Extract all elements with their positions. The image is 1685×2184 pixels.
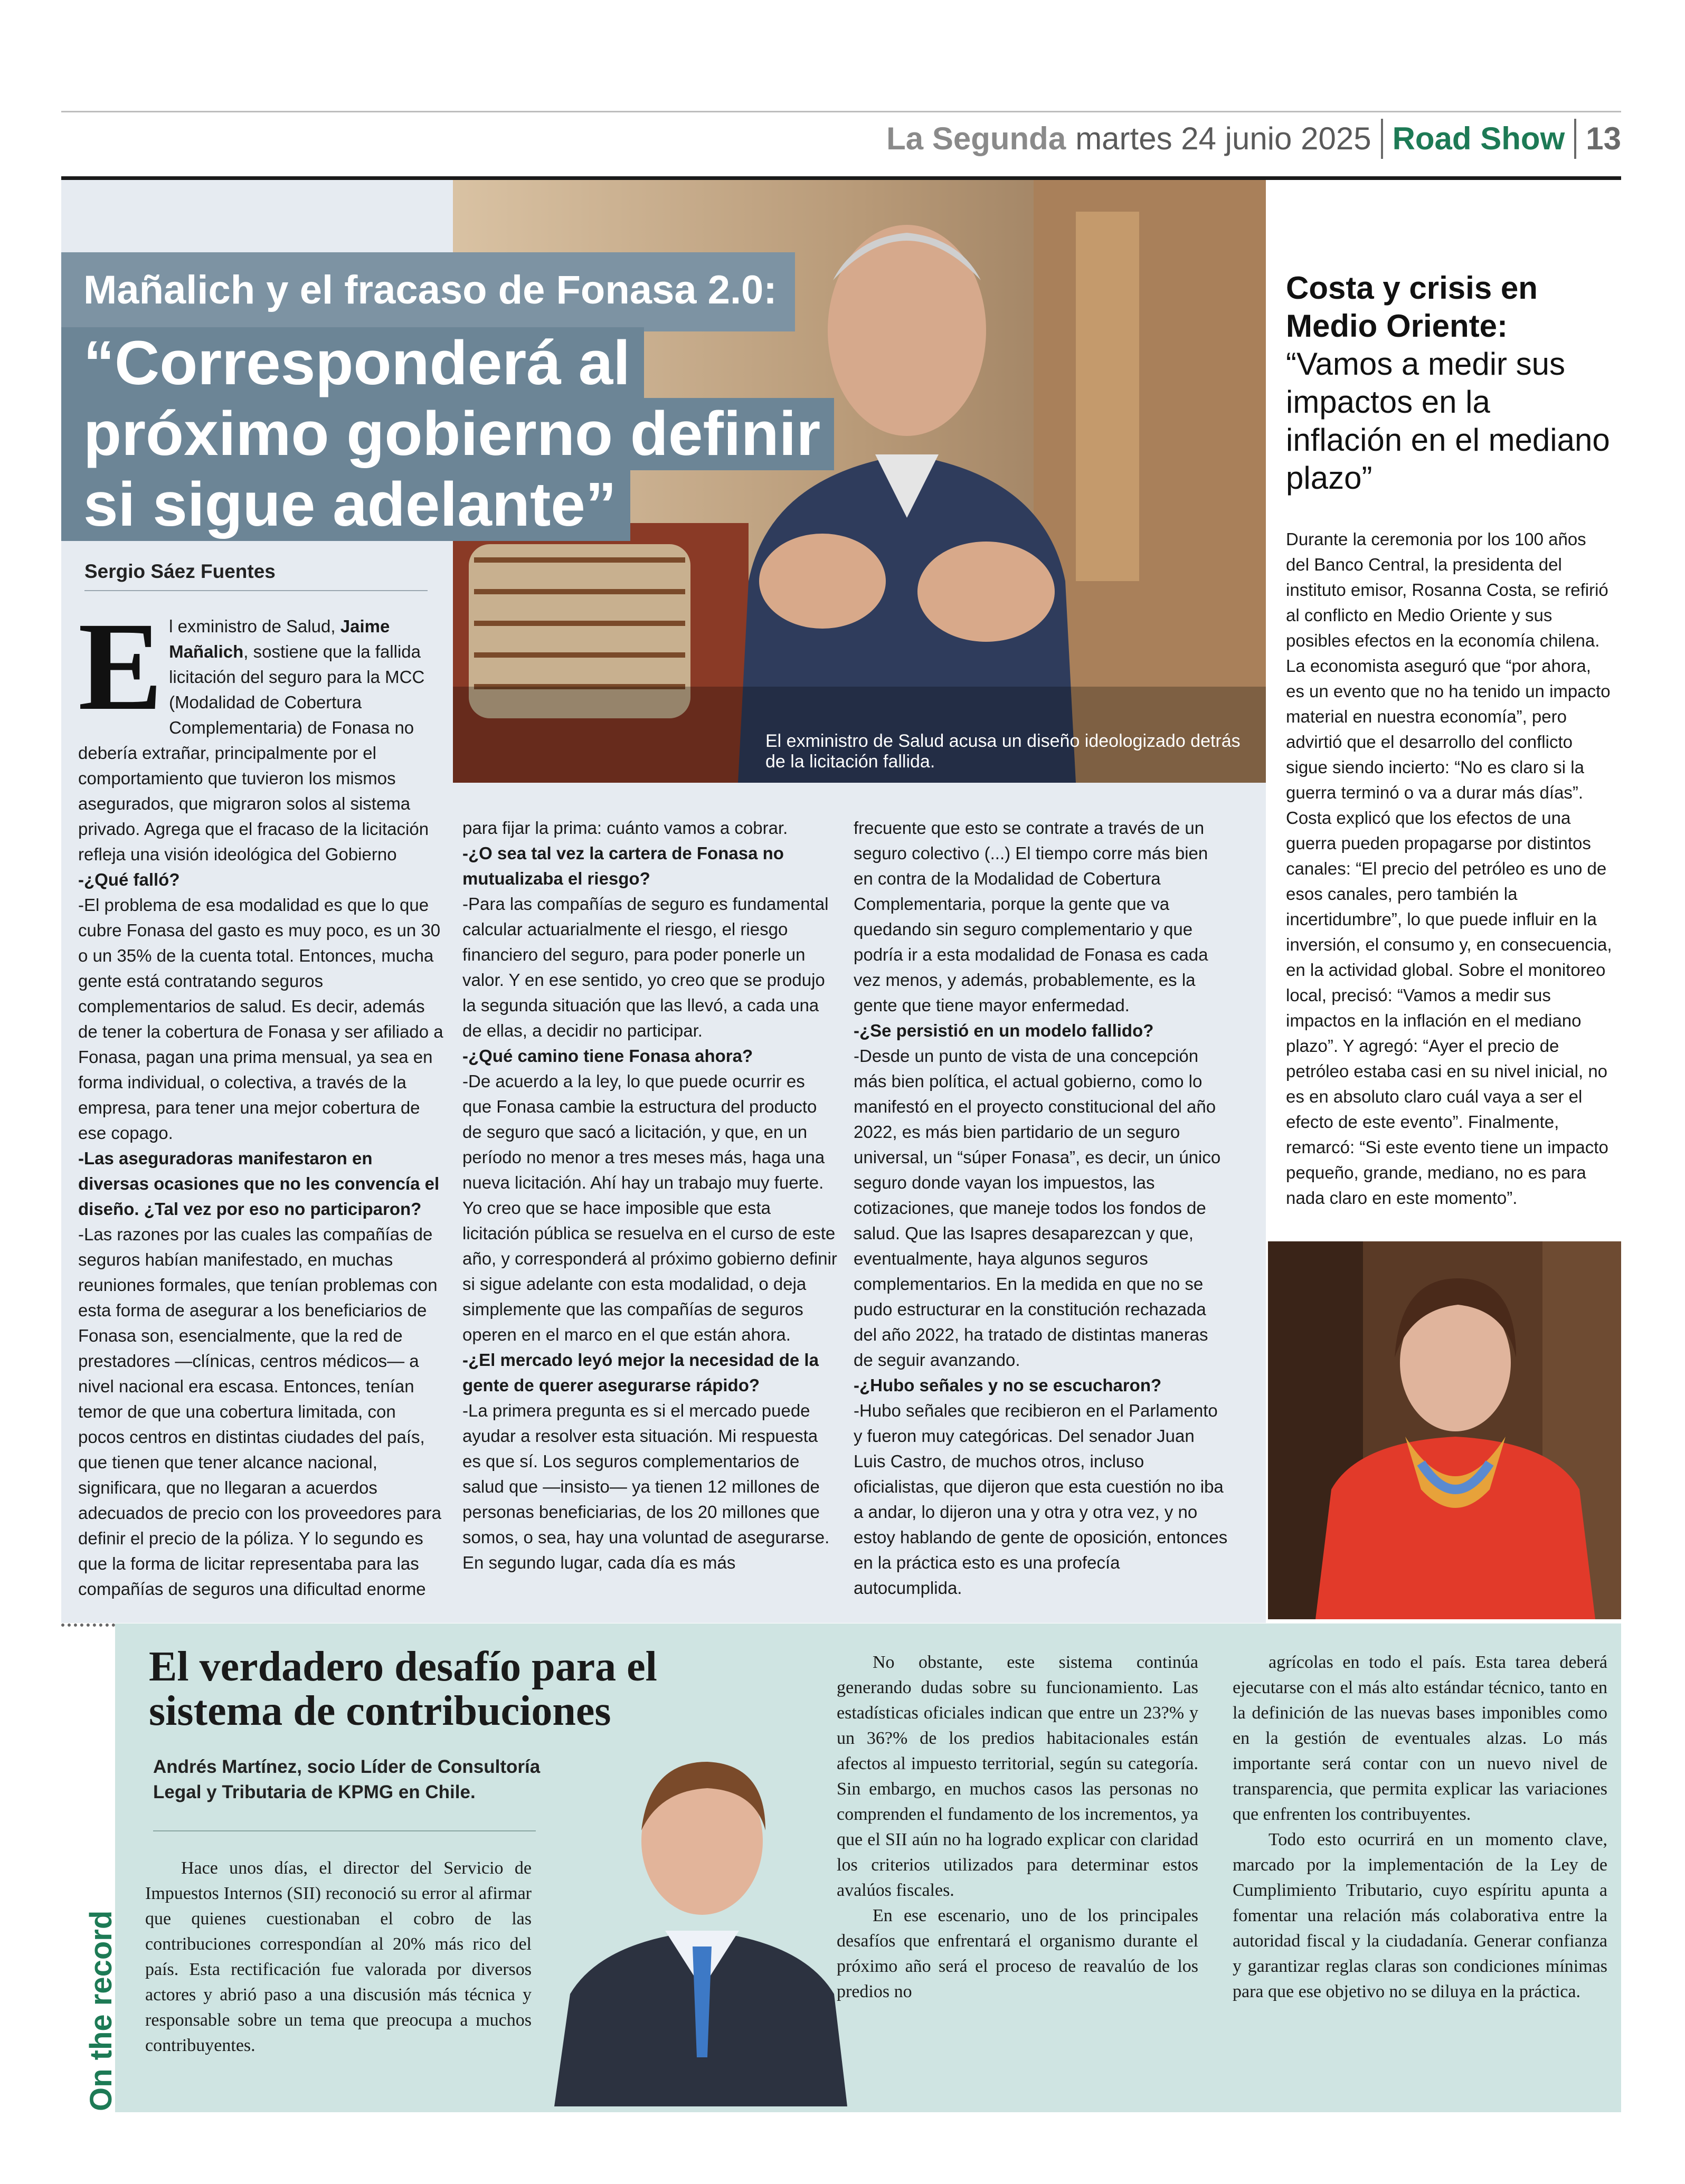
interview-question: -¿Qué camino tiene Fonasa ahora? <box>462 1046 753 1066</box>
interview-answer: -Hubo señales que recibieron en el Parlamento y fueron muy categóricas. Del senador Juan Luis Castro, de muchos otros, incluso oficialistas, que dijeron que esta cuestión no iba a andar, lo dijeron una y otra y otra vez, y no estoy hablando de gente de oposición, entonces en la práctica esto es una profecía autocumplida. <box>854 1401 1228 1598</box>
column-3-body <box>854 815 1228 1601</box>
author-rule <box>153 1830 536 1831</box>
column-2-body <box>462 815 837 1575</box>
byline-rule <box>84 590 428 591</box>
interview-answer: -Para las compañías de seguro es fundamental calcular actuarialmente el riesgo, el riesgo financiero del seguro, para poder ponerle un valor. Y en ese sentido, yo creo que se produjo la segunda situación que las llevó, a cada una de ellas, a decidir no participar. <box>462 894 829 1040</box>
interview-question: -¿Hubo señales y no se escucharon? <box>854 1375 1162 1395</box>
opinion-column-1 <box>145 1856 532 2058</box>
header-divider <box>1381 119 1383 159</box>
interview-answer: frecuente que esto se contrate a través de un seguro colectivo (...) El tiempo corre más bien en contra de la Modalidad de Cobertura Complementaria, porque la gente que va quedando sin seguro complementario y que podría ir a esta modalidad de Fonasa es cada vez menos, y además, probablemente, es la gente que tiene mayor enfermedad. <box>854 818 1208 1015</box>
interview-question: -¿El mercado leyó mejor la necesidad de la gente de querer asegurarse rápido? <box>462 1350 819 1395</box>
page-number: 13 <box>1586 121 1621 156</box>
dropcap: E <box>78 596 163 736</box>
newspaper-name: La Segunda <box>886 121 1066 156</box>
side-article-title <box>1286 269 1613 497</box>
interview-question: -Las aseguradoras manifestaron en diversas ocasiones que no les convencía el diseño. ¿Tal vez por eso no participaron? <box>78 1148 440 1219</box>
opinion-paragraph: agrícolas en todo el país. Esta tarea deberá ejecutarse con el más alto estándar técnico, tanto en la definición de las nuevas bases imponibles como en la gestión de eventuales alzas. Lo más importante será contar con un nuevo nivel de transparencia, que permita explicar las variaciones que enfrenten los contribuyentes. <box>1233 1653 1607 1824</box>
top-rule <box>61 111 1621 112</box>
header-rule <box>61 176 1621 180</box>
section-label-on-the-record: On the record <box>84 1910 118 2111</box>
issue-date: martes 24 junio 2025 <box>1075 121 1371 156</box>
headline-line: “Corresponderá al <box>61 327 644 400</box>
article-column-1 <box>78 596 445 1602</box>
article-byline: Sergio Sáez Fuentes <box>84 561 276 582</box>
interview-answer: -Las razones por las cuales las compañías de seguros habían manifestado, en muchas reuniones formales, que tenían problemas con esta forma de asegurar a los beneficiarios de Fonasa son, esencialmente, que la red de prestadores —clínicas, centros médicos— a nivel nacional era escasa. Entonces, tenían temor de que una cobertura limitada, con pocos centros en distintas ciudades del país, que tienen que tener alcance nacional, significara, que no llegaran a acuerdos adecuados de precio con los proveedores para definir el precio de la póliza. Y lo segundo es que la forma de licitar representaba para las compañías de seguros una dificultad enorme <box>78 1224 441 1599</box>
section-name: Road Show <box>1392 121 1565 156</box>
interview-answer: -De acuerdo a la ley, lo que puede ocurrir es que Fonasa cambie la estructura del producto de seguro que sacó a licitación, y que, en un período no menor a tres meses más, haga una nueva licitación. Ahí hay un trabajo muy fuerte. Yo creo que se hace imposible que esta licitación pública se resuelva en el curso de este año, y corresponderá al próximo gobierno definir si sigue adelante con esta modalidad, o deja simplemente que las compañías de seguros operen en el marco en el que están ahora. <box>462 1071 837 1344</box>
interview-answer: para fijar la prima: cuánto vamos a cobrar. <box>462 818 788 838</box>
headline-line: próximo gobierno definir <box>61 398 834 470</box>
headline-line: si sigue adelante” <box>61 469 630 541</box>
article-column-3 <box>854 815 1228 1601</box>
photo-caption: El exministro de Salud acusa un diseño ideologizado detrás de la licitación fallida. <box>765 731 1241 772</box>
costa-photo <box>1268 1241 1621 1619</box>
interview-question: -¿O sea tal vez la cartera de Fonasa no mutualizaba el riesgo? <box>462 843 784 888</box>
interview-question: -¿Qué falló? <box>78 870 180 889</box>
opinion-column-3 <box>1233 1650 1607 2005</box>
interview-question: -¿Se persistió en un modelo fallido? <box>854 1021 1154 1040</box>
side-article-body: Durante la ceremonia por los 100 años del Banco Central, la presidenta del instituto emisor, Rosanna Costa, se refirió al conflicto en Medio Oriente y sus posibles efectos en la economía chilena. La economista aseguró que “por ahora, es un evento que no ha tenido un impacto material en nuestra economía”, pero advirtió que el desarrollo del conflicto sigue siendo incierto: “No es claro si la guerra terminó o va a durar más días”. Costa explicó que los efectos de una guerra pueden propagarse por distintos canales: “El precio del petróleo es uno de esos canales, pero también la incertidumbre”, lo que puede influir en la inversión, el consumo y, en consecuencia, en la actividad global. Sobre el monitoreo local, precisó: “Vamos a medir sus impactos en la inflación en el mediano plazo”. Y agregó: “Ayer el precio de petróleo estaba casi en su nivel inicial, no es en absoluto claro cuál vaya a ser el efecto de este evento”. Finalmente, remarcó: “Si este evento tiene un impacto pequeño, grande, mediano, no es para nada claro en este momento”. <box>1286 529 1612 1208</box>
article-column-2 <box>462 815 837 1575</box>
column-1-body <box>78 867 445 1602</box>
interview-answer: -El problema de esa modalidad es que lo que cubre Fonasa del gasto es muy poco, es un 30 o un 35% de la cuenta total. Entonces, mucha gente está contratando seguros complementarios de salud. Es decir, además de tener la cobertura de Fonasa y ser afiliado a Fonasa, pagan una prima mensual, ya sea en forma individual, o colectiva, a través de la empresa, para tener una mejor cobertura de ese copago. <box>78 895 443 1143</box>
opinion-paragraph: En ese escenario, uno de los principales desafíos que enfrentará el organismo durante el próximo año será el proceso de reavalúo de los predios no <box>837 1906 1198 2001</box>
header-divider <box>1574 119 1576 159</box>
opinion-paragraph: Hace unos días, el director del Servicio de Impuestos Internos (SII) reconoció su error al afirmar que quienes cuestionaban el cobro de las contribuciones correspondían al 20% más rico del país. Esta rectificación fue valorada por diversos actores y abrió paso a una discusión más técnica y responsable sobre un tema que preocupa a muchos contribuyentes. <box>145 1858 532 2055</box>
opinion-paragraph: No obstante, este sistema continúa generando dudas sobre su funcionamiento. Las estadísticas oficiales indican que entre un 23?% y un 36?% de los predios habitacionales están afectos al impuesto territorial, según su categoría. Sin embargo, en muchos casos las personas no comprenden el fundamento de los incrementos, ya que el SII aún no ha logrado explicar con claridad los criterios utilizados para determinar estos avalúos fiscales. <box>837 1653 1198 1900</box>
interview-answer: -Desde un punto de vista de una concepción más bien política, el actual gobierno, como lo manifestó en el proyecto constitucional del año 2022, es más bien partidario de un seguro universal, un “súper Fonasa”, es decir, un único seguro donde vayan los impuestos, las cotizaciones, que maneje todos los fondos de salud. Que las Isapres desaparezcan y que, eventualmente, haya algunos seguros complementarios. En la medida en que no se pudo estructurar en la constitución rechazada del año 2022, ha tratado de distintas maneras de seguir avanzando. <box>854 1046 1221 1370</box>
interviewee-name: Jaime Mañalich <box>169 616 390 661</box>
article-headline <box>61 327 821 539</box>
article-kicker: Mañalich y el fracaso de Fonasa 2.0: <box>61 252 795 331</box>
opinion-title: El verdadero desafío para el sistema de contribuciones <box>149 1644 657 1734</box>
interview-answer: -La primera pregunta es si el mercado puede ayudar a resolver esta situación. Mi respuesta es que sí. Los seguros complementarios de salud que —insisto— ya tienen 12 millones de personas beneficiarias, de los 20 millones que somos, o sea, hay una voluntad de asegurarse. En segundo lugar, cada día es más <box>462 1401 830 1572</box>
opinion-author: Andrés Martínez, socio Líder de Consultoría Legal y Tributaria de KPMG en Chile. <box>153 1756 541 1802</box>
side-title-quote: “Vamos a medir sus impactos en la inflación en el mediano plazo” <box>1286 346 1610 496</box>
martinez-photo <box>549 1741 850 2106</box>
opinion-paragraph: Todo esto ocurrirá en un momento clave, marcado por la implementación de la Ley de Cumplimiento Tributario, cuyo espíritu apunta a fomentar una relación más colaborativa entre la autoridad fiscal y la ciudadanía. Generar confianza y garantizar reglas claras son condiciones mínimas para que ese objetivo no se diluya en la práctica. <box>1233 1830 1607 2001</box>
opinion-column-2 <box>837 1650 1198 2005</box>
article-intro: El exministro de Salud, Jaime Mañalich, sostiene que la fallida licitación del seguro para la MCC (Modalidad de Cobertura Complementaria) de Fonasa no debería extrañar, principalmente por el comportamiento que tuvieron los mismos asegurados, que migraron solos al sistema privado. Agrega que el fracaso de la licitación refleja una visión ideológica del Gobierno <box>78 596 429 864</box>
page-header <box>886 119 1621 159</box>
side-title-bold: Costa y crisis en Medio Oriente: <box>1286 270 1538 344</box>
